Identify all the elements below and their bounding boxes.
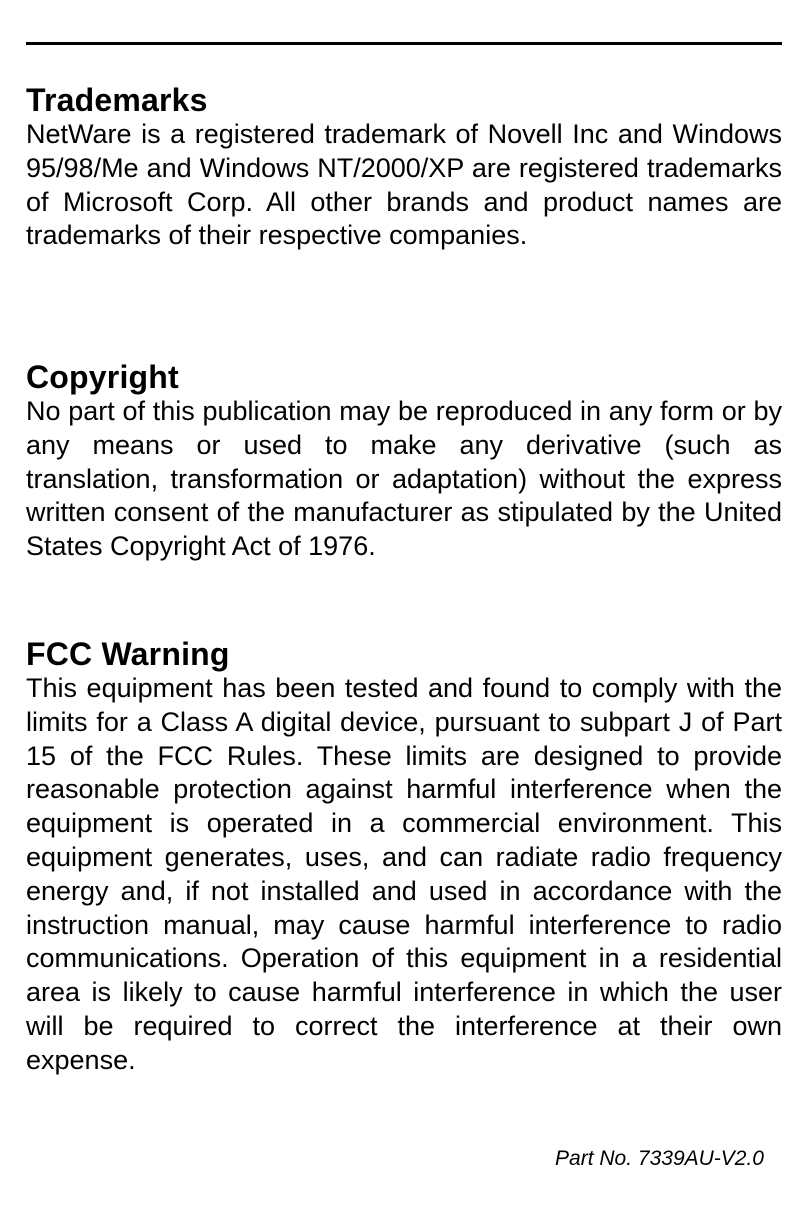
copyright-body: No part of this publication may be reproduced in any form or by any means or used to make any derivative (such as translation, transformation or adaptation) without the express written consent of the manufacturer as stipulated by the United States Copyright Act of 1976. xyxy=(26,396,782,562)
copyright-heading: Copyright xyxy=(26,359,179,395)
fcc-warning-body: This equipment has been tested and found to comply with the limits for a Class A digital device, pursuant to subpart J of Part 15 of the FCC Rules. These limits are designed to provide reasonable protection against harmful interference when the equipment is operated in a commercial environment. This equipment generates, uses, and can radiate radio frequency energy and, if not installed and used in accordance with the instruction manual, may cause harmful interference to radio communications. Operation of this equipment in a residential area is likely to cause harmful interference in which the user will be required to correct the interference at their own expense. xyxy=(26,673,782,1075)
part-number: Part No. 7339AU-V2.0 xyxy=(555,1147,764,1170)
trademarks-body: NetWare is a registered trademark of Novell Inc and Windows 95/98/Me and Windows NT/2000/XP are registered trademarks of Microsoft Corp. All other brands and product names are trademarks of their respective companies. xyxy=(26,119,782,251)
trademarks-section xyxy=(26,82,782,253)
copyright-section xyxy=(26,359,782,564)
trademarks-heading: Trademarks xyxy=(26,82,208,118)
fcc-warning-heading: FCC Warning xyxy=(26,636,230,672)
top-divider xyxy=(26,42,782,45)
fcc-warning-section xyxy=(26,636,782,1078)
